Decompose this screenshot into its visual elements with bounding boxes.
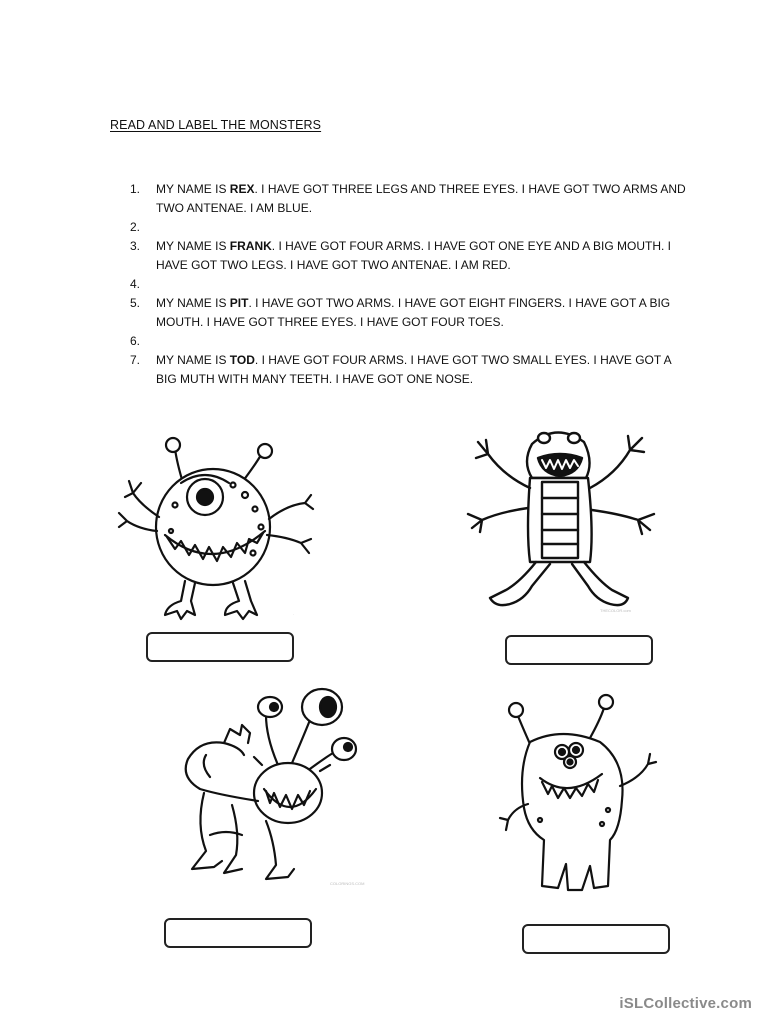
image-credit: . — [590, 690, 592, 695]
monster-name: REX — [229, 182, 255, 196]
monster-eye-stalks-illustration — [170, 685, 370, 890]
monster-four-arms-illustration — [460, 422, 665, 618]
worksheet-title: READ AND LABEL THE MONSTERS — [110, 118, 322, 132]
item-number: 4. — [130, 277, 141, 291]
instructions-list — [130, 180, 690, 389]
label-box-3[interactable] — [164, 918, 312, 948]
monster-one-eye-illustration — [115, 435, 315, 625]
item-text — [156, 218, 690, 237]
item-number: 6. — [130, 334, 141, 348]
item-number: 5. — [130, 296, 141, 310]
list-item — [130, 275, 690, 294]
monster-name: PIT — [229, 296, 249, 310]
image-credit: . — [293, 611, 295, 616]
item-text: MY NAME IS TOD. I HAVE GOT FOUR ARMS. I HAVE GOT TWO SMALL EYES. I HAVE GOT A BIG MUTH WITH MANY TEETH. I HAVE GOT ONE NOSE. — [156, 353, 672, 386]
site-watermark: iSLCollective.com — [619, 995, 752, 1012]
label-box-2[interactable] — [505, 635, 653, 665]
item-text — [156, 275, 690, 294]
item-text: MY NAME IS REX. I HAVE GOT THREE LEGS AND THREE EYES. I HAVE GOT TWO ARMS AND TWO ANTENAE. I AM BLUE. — [156, 182, 686, 215]
item-text: MY NAME IS FRANK. I HAVE GOT FOUR ARMS. I HAVE GOT ONE EYE AND A BIG MOUTH. I HAVE GOT TWO LEGS. I HAVE GOT TWO ANTENAE. I AM RED. — [156, 239, 671, 272]
label-box-1[interactable] — [146, 632, 294, 662]
item-number: 3. — [130, 239, 141, 253]
list-item — [130, 294, 690, 332]
item-number: 2. — [130, 220, 141, 234]
list-item — [130, 180, 690, 218]
label-box-4[interactable] — [522, 924, 670, 954]
monster-three-eyes-illustration — [490, 690, 660, 905]
monster-name: TOD — [229, 353, 255, 367]
item-number: 7. — [130, 353, 141, 367]
item-text: MY NAME IS PIT. I HAVE GOT TWO ARMS. I HAVE GOT EIGHT FINGERS. I HAVE GOT A BIG MOUTH. I HAVE GOT THREE EYES. I HAVE GOT FOUR TOES. — [156, 296, 671, 329]
list-item — [130, 237, 690, 275]
monster-name: FRANK — [229, 239, 272, 253]
list-item — [130, 351, 690, 389]
item-number: 1. — [130, 182, 141, 196]
image-credit: COLORINGS.COM — [330, 881, 365, 886]
item-text — [156, 332, 690, 351]
image-credit: THECOLOR.com — [600, 608, 631, 613]
list-item — [130, 332, 690, 351]
list-item — [130, 218, 690, 237]
